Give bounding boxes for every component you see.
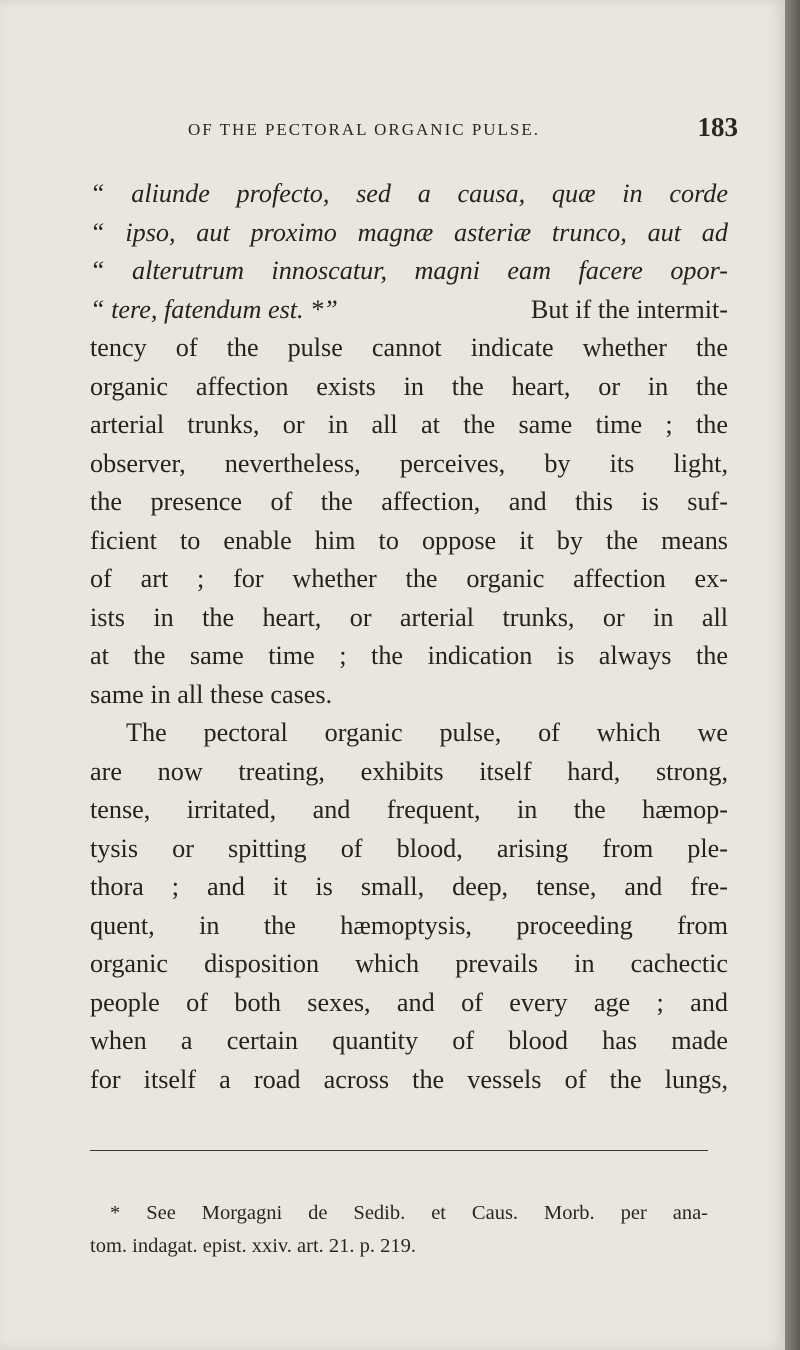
footnote — [90, 1197, 708, 1263]
text-line: same in all these cases. — [90, 679, 333, 709]
page-edge-shadow — [785, 0, 800, 1350]
text-line: “ alterutrum innoscatur, magni eam facere opor- — [90, 256, 728, 285]
text-line: arterial trunks, or in all at the same time ; the — [90, 410, 728, 439]
text-line: thora ; and it is small, deep, tense, and fre- — [90, 872, 728, 901]
text-line: ficient to enable him to oppose it by the means — [90, 525, 728, 555]
text-line: tency of the pulse cannot indicate whether the — [90, 333, 728, 362]
text-line: organic disposition which prevails in cachectic — [90, 949, 728, 978]
footnote-line: tom. indagat. epist. xxiv. art. 21. p. 219. — [90, 1235, 417, 1257]
text-line: ists in the heart, or arterial trunks, or in all — [90, 602, 728, 632]
text-line: observer, nevertheless, perceives, by its light, — [90, 448, 728, 478]
text-line: “ aliunde profecto, sed a causa, quæ in corde — [90, 179, 728, 208]
paragraph-start-line: The pectoral organic pulse, of which we — [126, 718, 728, 747]
text-line: of art ; for whether the organic affection ex- — [90, 564, 728, 593]
text-line: organic affection exists in the heart, or in the — [90, 371, 728, 401]
page-number: 183 — [697, 112, 738, 142]
footnote-line: * See Morgagni de Sedib. et Caus. Morb. per ana- — [110, 1202, 708, 1224]
footnote-divider — [90, 1150, 708, 1151]
text-line: tysis or spitting of blood, arising from ple- — [90, 833, 728, 863]
text-line: for itself a road across the vessels of the lungs, — [90, 1064, 728, 1094]
text-line: at the same time ; the indication is always the — [90, 641, 728, 670]
text-line: when a certain quantity of blood has made — [90, 1026, 728, 1055]
page-header — [90, 112, 738, 152]
text-line: people of both sexes, and of every age ; and — [90, 987, 728, 1017]
text-line: the presence of the affection, and this is suf- — [90, 487, 728, 516]
text-line: are now treating, exhibits itself hard, strong, — [90, 756, 728, 786]
text-line: quent, in the hæmoptysis, proceeding from — [90, 910, 728, 940]
text-line: “ ipso, aut proximo magnæ asteriæ trunco, aut ad — [90, 217, 728, 247]
latin-quote-end: “ tere, fatendum est. *” — [90, 294, 338, 324]
text-line-mixed — [90, 291, 728, 330]
running-title: OF THE PECTORAL ORGANIC PULSE. — [188, 120, 541, 139]
text-line-continuation: But if the intermit- — [530, 294, 728, 324]
text-line: tense, irritated, and frequent, in the hæmop- — [90, 795, 728, 824]
body-text — [90, 175, 728, 1099]
